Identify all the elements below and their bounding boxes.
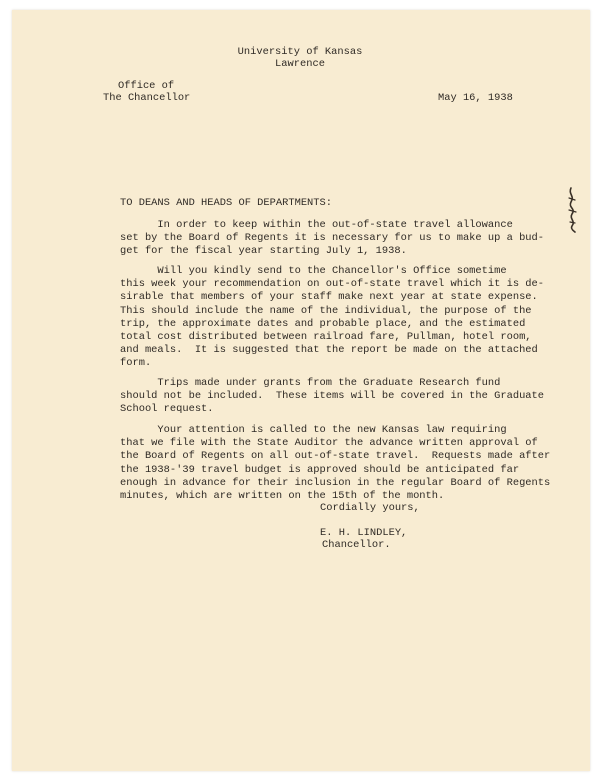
paragraph-2-line: form. [120, 357, 152, 370]
paragraph-4-line: enough in advance for their inclusion in the regular Board of Regents [120, 476, 551, 489]
paragraph-2-line: and meals. It is suggested that the report be made on the attached [120, 344, 538, 357]
paragraph-4-line: the Board of Regents on all out-of-state travel. Requests made after [120, 450, 551, 463]
paragraph-4-line: minutes, which are written on the 15th of the month. [120, 490, 445, 503]
paragraph-4-line: the 1938-'39 travel budget is approved should be anticipated far [120, 463, 520, 476]
letter-date: May 16, 1938 [438, 92, 513, 104]
paragraph-3-line: Trips made under grants from the Graduate Research fund [120, 377, 501, 389]
paragraph-1-line: In order to keep within the out-of-state travel allowance [120, 219, 513, 231]
paragraph-1-line: set by the Board of Regents it is necessary for us to make up a bud- [120, 232, 545, 245]
sender-office: Office of [118, 80, 175, 92]
paragraph-2-line: Will you kindly send to the Chancellor's Office sometime [120, 265, 507, 277]
handwritten-margin-mark [566, 186, 580, 234]
paragraph-2 [120, 265, 544, 371]
paragraph-3-line: School request. [120, 403, 214, 416]
paragraph-3-line: should not be included. These items will be covered in the Graduate [120, 390, 545, 403]
salutation: TO DEANS AND HEADS OF DEPARTMENTS: [120, 197, 333, 209]
paragraph-1 [120, 219, 544, 259]
letterhead-city: Lawrence [275, 58, 325, 70]
paragraph-2-line: total cost distributed between railroad fare, Pullman, hotel room, [120, 331, 532, 344]
sender-chancellor: The Chancellor [103, 92, 191, 104]
paragraph-3 [120, 377, 544, 417]
letterhead-university: University of Kansas [237, 46, 363, 58]
signature-title: Chancellor. [322, 539, 391, 551]
closing: Cordially yours, [320, 502, 420, 514]
paragraph-4-line: Your attention is called to the new Kansas law requiring [120, 424, 507, 436]
paragraph-2-line: this week your recommendation on out-of-state travel which it is de- [120, 278, 545, 291]
paragraph-4 [120, 424, 550, 503]
paragraph-1-line: get for the fiscal year starting July 1, 1938. [120, 245, 407, 258]
paragraph-2-line: trip, the approximate dates and probable place, and the estimated [120, 317, 526, 330]
paragraph-2-line: This should include the name of the individual, the purpose of the [120, 304, 532, 317]
paragraph-4-line: that we file with the State Auditor the advance written approval of [120, 437, 538, 450]
signature-name: E. H. LINDLEY, [320, 527, 408, 539]
paragraph-2-line: sirable that members of your staff make next year at state expense. [120, 291, 538, 304]
